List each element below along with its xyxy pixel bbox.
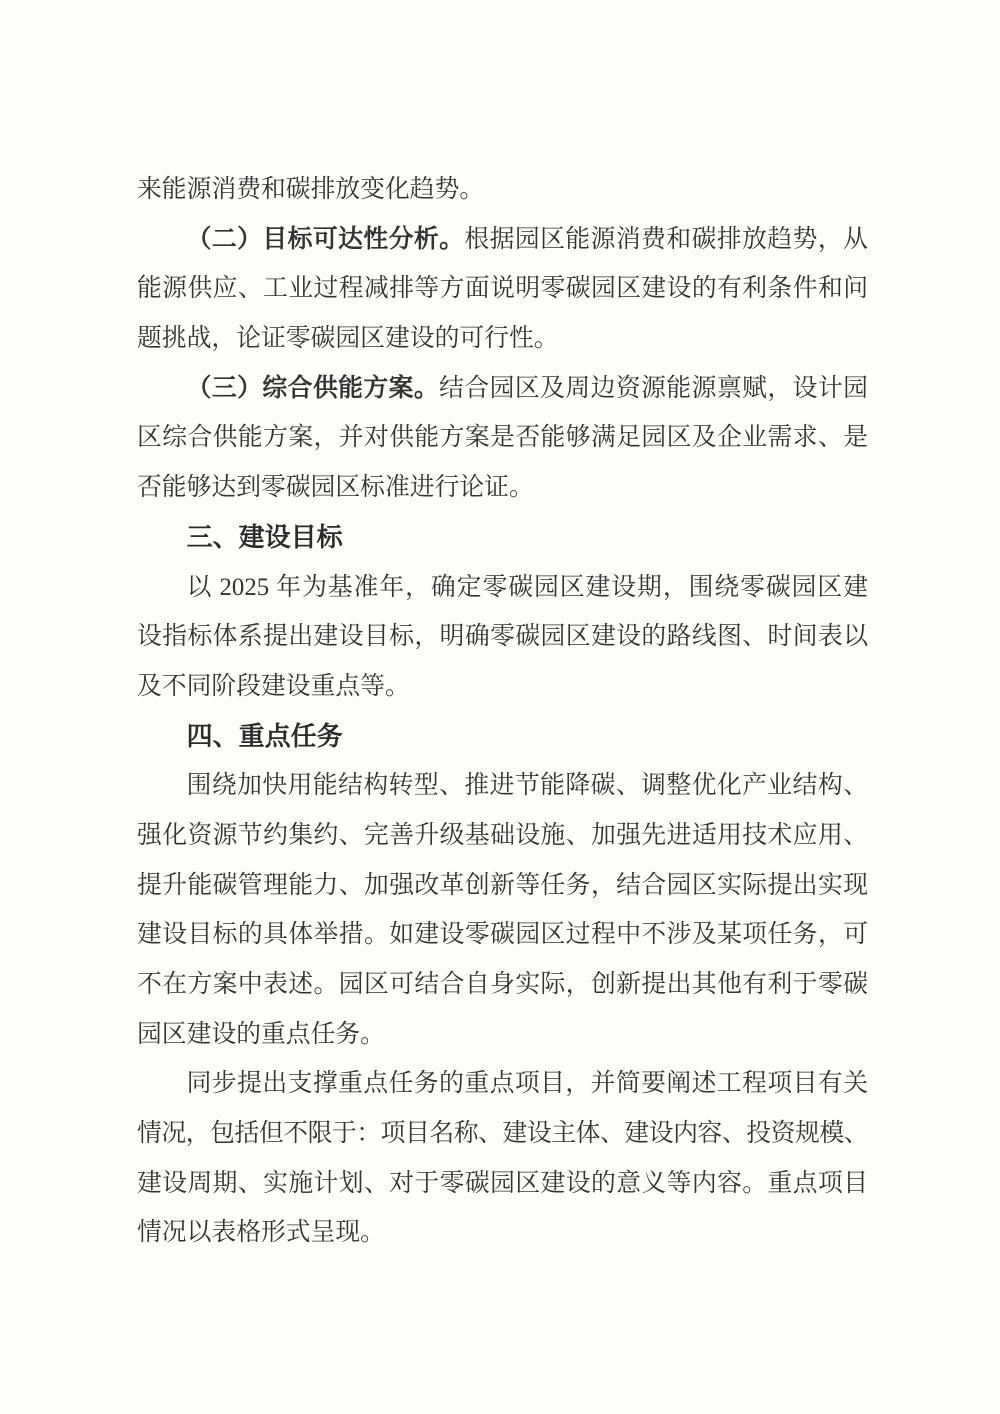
text-line xyxy=(137,1208,868,1258)
body-text: 否能够达到零碳园区标准进行论证。 xyxy=(137,474,534,502)
section-heading-4 xyxy=(137,712,868,762)
body-text: 建设周期、实施计划、对于零碳园区建设的意义等内容。重点项目 xyxy=(137,1169,868,1197)
section-heading-3 xyxy=(137,513,868,563)
heading-text: 三、建设目标 xyxy=(186,521,343,552)
body-text: 题挑战，论证零碳园区建设的可行性。 xyxy=(137,325,559,353)
body-text: 情况，包括但不限于：项目名称、建设主体、建设内容、投资规模、 xyxy=(137,1120,868,1148)
body-text: 同步提出支撑重点任务的重点项目，并简要阐述工程项目有关 xyxy=(186,1070,868,1098)
body-text: 强化资源节约集约、完善升级基础设施、加强先进适用技术应用、 xyxy=(137,821,868,849)
text-line xyxy=(137,264,868,314)
text-line xyxy=(137,314,868,364)
body-text: 以 2025 年为基准年，确定零碳园区建设期，围绕零碳园区建 xyxy=(186,573,868,601)
body-text: 不在方案中表述。园区可结合自身实际，创新提出其他有利于零碳 xyxy=(137,971,868,998)
text-line xyxy=(137,960,868,1010)
paragraph-start-line xyxy=(137,215,868,265)
text-line xyxy=(137,1159,868,1209)
body-text: 结合园区及周边资源能源禀赋，设计园 xyxy=(439,374,868,402)
body-text: 来能源消费和碳排放变化趋势。 xyxy=(137,176,485,203)
text-line xyxy=(137,811,868,861)
body-text: 设指标体系提出建设目标，明确零碳园区建设的路线图、时间表以 xyxy=(137,623,868,651)
body-text: 根据园区能源消费和碳排放趋势，从 xyxy=(464,225,868,253)
body-text: 能源供应、工业过程减排等方面说明零碳园区建设的有利条件和问 xyxy=(137,275,868,303)
text-line xyxy=(137,463,868,513)
body-text: 建设目标的具体举措。如建设零碳园区过程中不涉及某项任务，可 xyxy=(137,921,868,949)
paragraph-start-line xyxy=(137,1059,868,1109)
text-line xyxy=(137,1010,868,1060)
paragraph-start-line xyxy=(137,364,868,414)
text-line xyxy=(137,413,868,463)
paragraph-start-line xyxy=(137,761,868,811)
text-line xyxy=(137,861,868,911)
body-text: 情况以表格形式呈现。 xyxy=(137,1219,385,1247)
text-line xyxy=(137,1109,868,1159)
text-line xyxy=(137,612,868,662)
body-text: 区综合供能方案，并对供能方案是否能够满足园区及企业需求、是 xyxy=(137,424,868,452)
text-line xyxy=(137,910,868,960)
paragraph-lead: （三）综合供能方案。 xyxy=(186,374,440,402)
body-text: 围绕加快用能结构转型、推进节能降碳、调整优化产业结构、 xyxy=(186,772,868,800)
text-line xyxy=(137,662,868,712)
body-text: 园区建设的重点任务。 xyxy=(137,1020,385,1048)
paragraph-start-line xyxy=(137,563,868,613)
heading-text: 四、重点任务 xyxy=(186,720,343,751)
paragraph-lead: （二）目标可达性分析。 xyxy=(186,225,465,253)
body-text: 及不同阶段建设重点等。 xyxy=(137,672,410,700)
text-line xyxy=(137,165,868,215)
body-text: 提升能碳管理能力、加强改革创新等任务，结合园区实际提出实现 xyxy=(137,871,868,899)
